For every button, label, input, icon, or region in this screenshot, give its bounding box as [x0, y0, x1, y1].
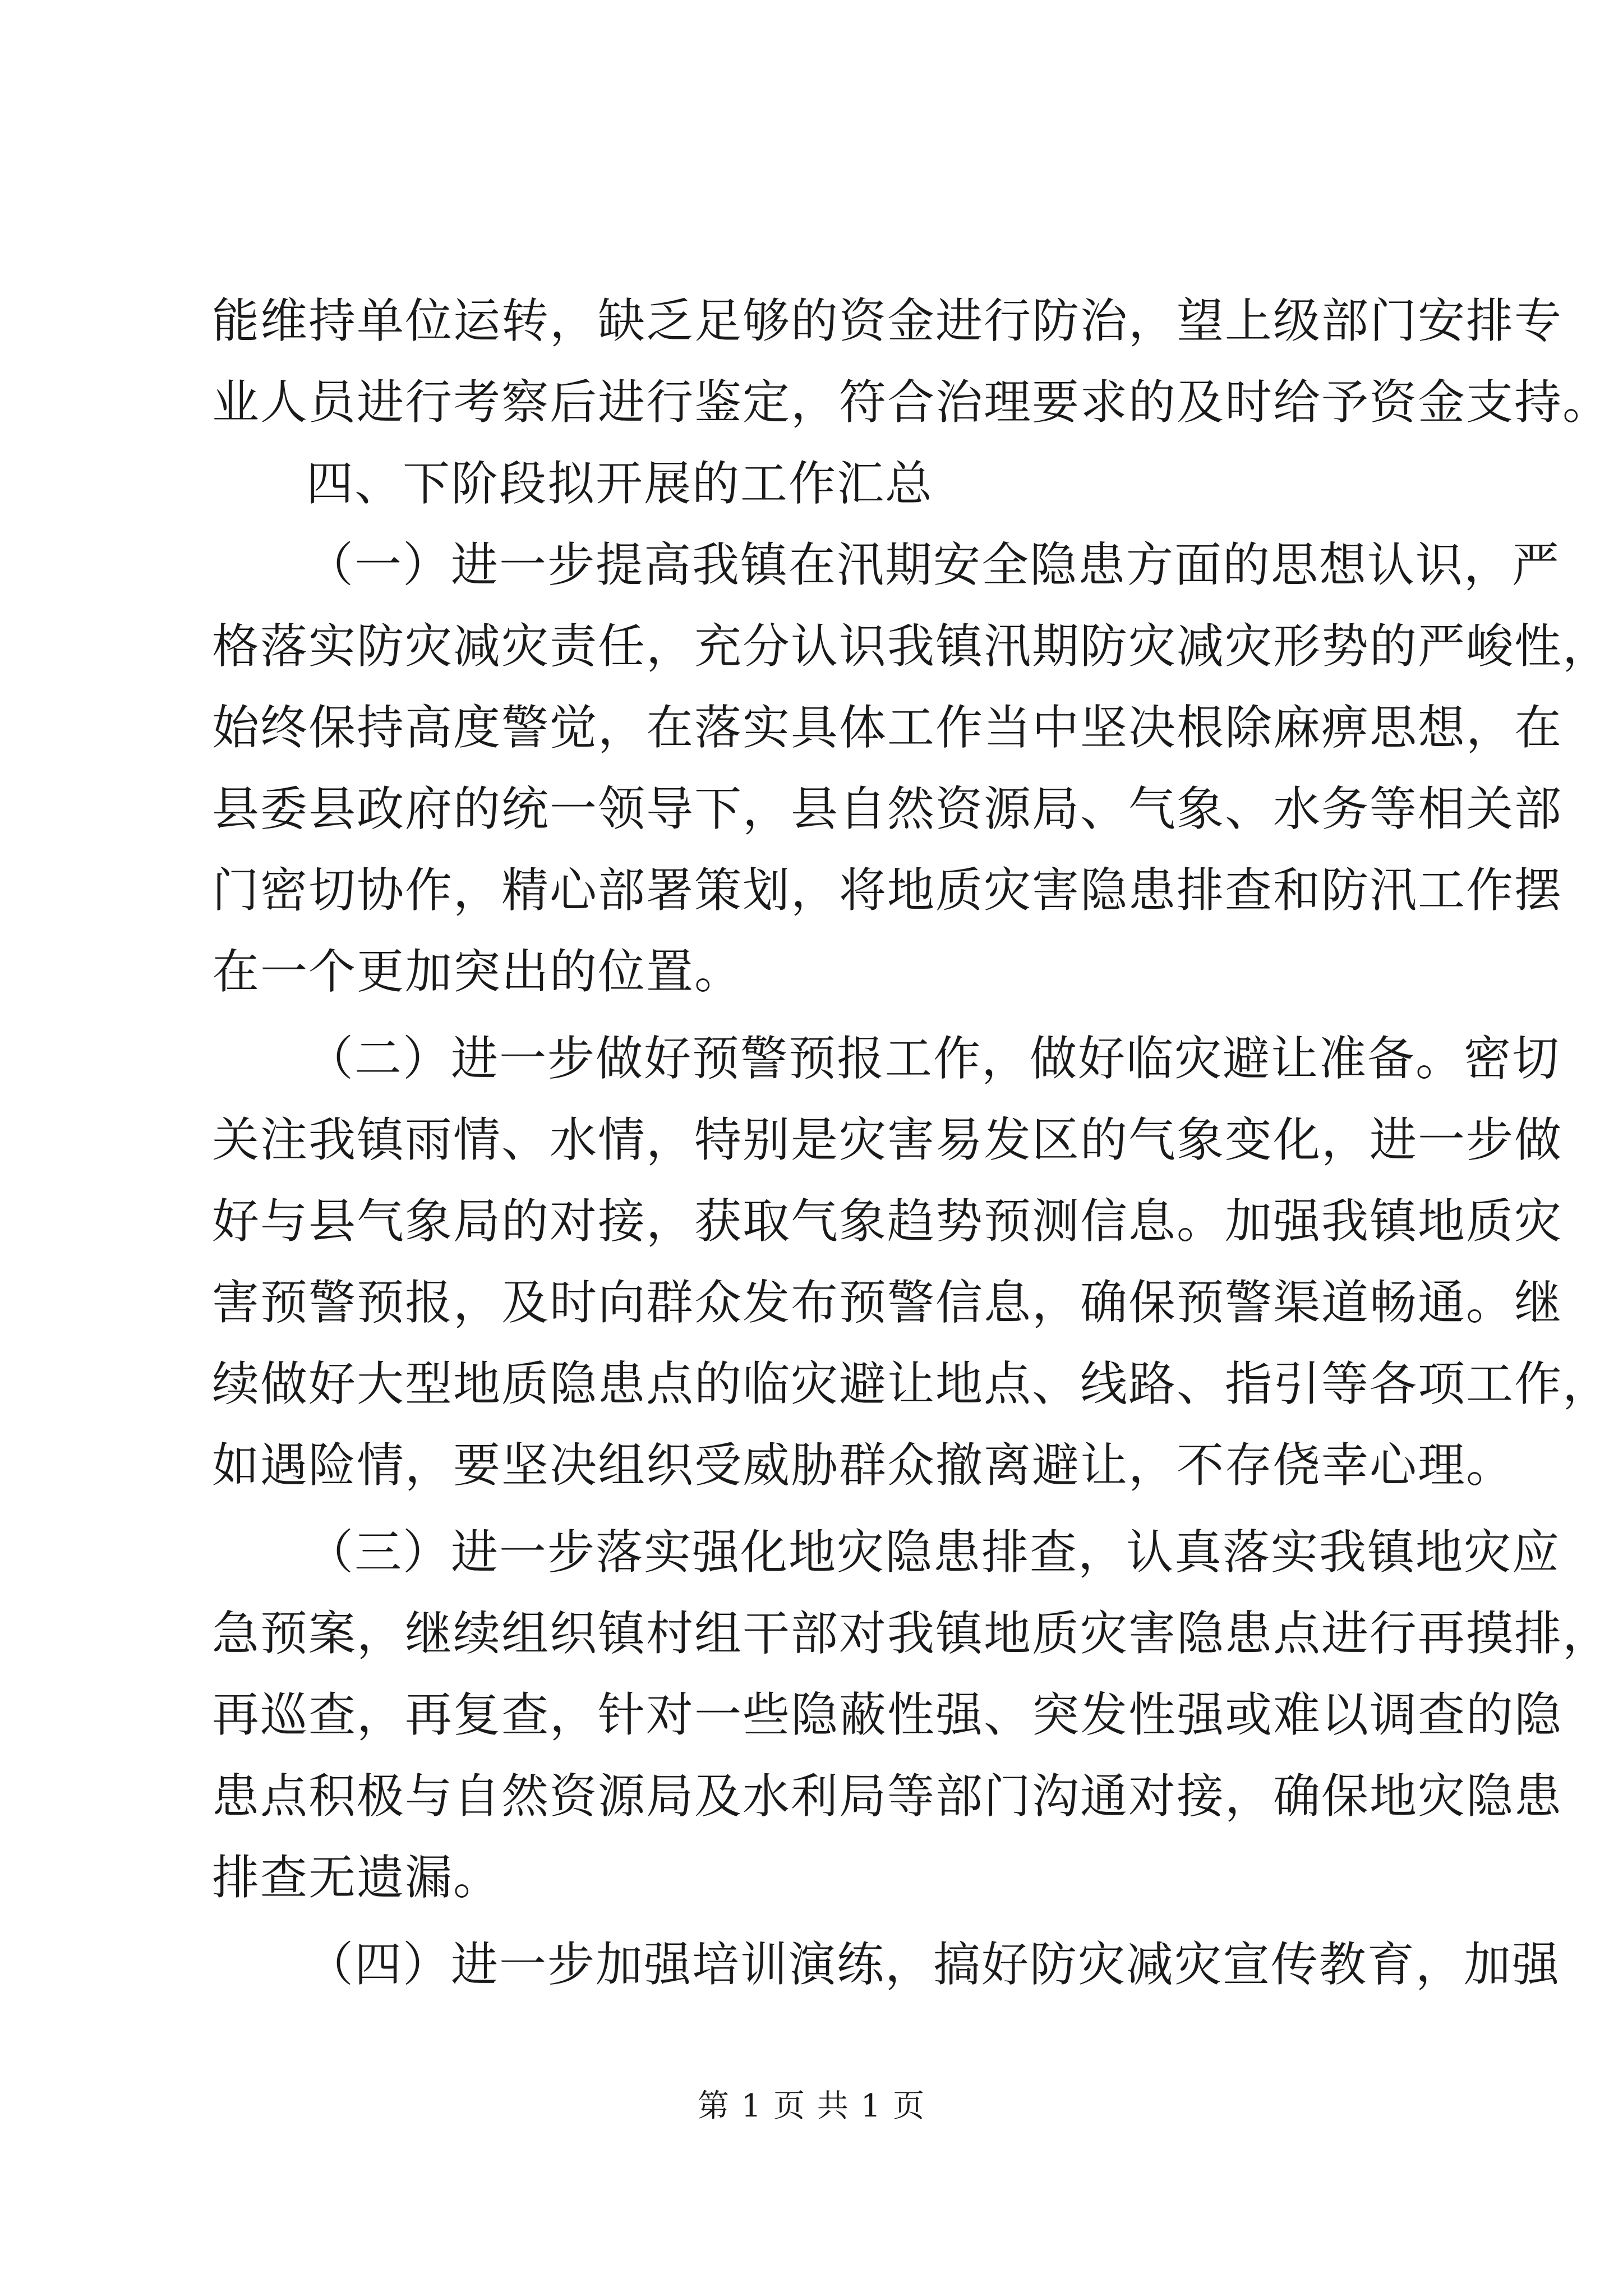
text-line-13: 害预警预报，及时向群众发布预警信息，确保预警渠道畅通。继: [212, 1275, 1563, 1330]
document-body: [212, 280, 1611, 2005]
text-line-4: （一）进一步提高我镇在汛期安全隐患方面的思想认识，严: [306, 537, 1561, 592]
text-line-2: 业人员进行考察后进行鉴定，符合治理要求的及时给予资金支持。: [212, 375, 1611, 430]
text-line-15: 如遇险情，要坚决组织受威胁群众撤离避让，不存侥幸心理。: [212, 1438, 1515, 1493]
text-line-6: 始终保持高度警觉，在落实具体工作当中坚决根除麻痹思想，在: [212, 700, 1563, 755]
section-heading: 四、下阶段拟开展的工作汇总: [306, 456, 934, 511]
text-line-8: 门密切协作，精心部署策划，将地质灾害隐患排查和防汛工作摆: [212, 863, 1563, 918]
text-line-16: （三）进一步落实强化地灾隐患排查，认真落实我镇地灾应: [306, 1525, 1561, 1580]
text-line-11: 关注我镇雨情、水情，特别是灾害易发区的气象变化，进一步做: [212, 1112, 1563, 1167]
text-line-19: 患点积极与自然资源局及水利局等部门沟通对接，确保地灾隐患: [212, 1769, 1563, 1824]
text-line-1: 能维持单位运转，缺乏足够的资金进行防治，望上级部门安排专: [212, 293, 1563, 348]
text-line-10: （二）进一步做好预警预报工作，做好临灾避让准备。密切: [306, 1031, 1561, 1086]
text-line-12: 好与县气象局的对接，获取气象趋势预测信息。加强我镇地质灾: [212, 1194, 1563, 1249]
text-line-14: 续做好大型地质隐患点的临灾避让地点、线路、指引等各项工作，: [212, 1356, 1611, 1411]
text-line-18: 再巡查，再复查，针对一些隐蔽性强、突发性强或难以调查的隐: [212, 1687, 1563, 1742]
text-line-21: （四）进一步加强培训演练，搞好防灾减灾宣传教育，加强: [306, 1937, 1561, 1992]
text-line-7: 县委县政府的统一领导下，县自然资源局、气象、水务等相关部: [212, 781, 1563, 836]
text-line-9: 在一个更加突出的位置。: [212, 944, 743, 999]
page-footer: 第 1 页 共 1 页: [697, 2088, 926, 2124]
text-line-17: 急预案，继续组织镇村组干部对我镇地质灾害隐患点进行再摸排，: [212, 1606, 1611, 1661]
text-line-20: 排查无遗漏。: [212, 1850, 502, 1905]
text-line-5: 格落实防灾减灾责任，充分认识我镇汛期防灾减灾形势的严峻性，: [212, 619, 1611, 674]
